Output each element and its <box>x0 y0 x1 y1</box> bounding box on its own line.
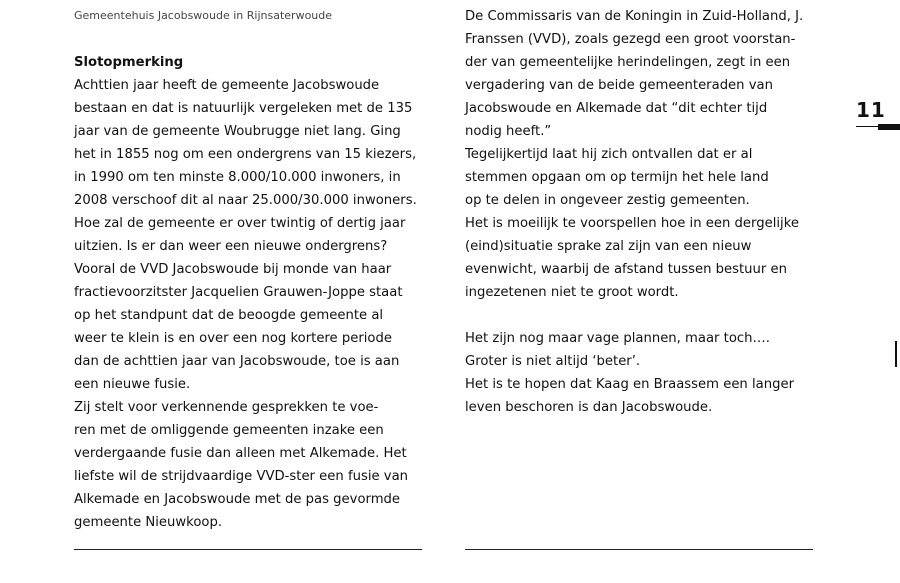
text-line: jaar van de gemeente Woubrugge niet lang. Ging <box>74 124 401 139</box>
section-heading: Slotopmerking <box>74 55 184 70</box>
text-line: vergadering van de beide gemeenteraden van <box>465 78 773 93</box>
text-line: ingezetenen niet te groot wordt. <box>465 285 679 300</box>
text-line: Het is moeilijk te voorspellen hoe in een dergelijke <box>465 216 799 231</box>
text-line: leven beschoren is dan Jacobswoude. <box>465 400 713 415</box>
text-line: op te delen in ongeveer zestig gemeenten. <box>465 193 750 208</box>
text-line: Zij stelt voor verkennende gesprekken te voe- <box>74 400 379 415</box>
footer-rule-right <box>465 549 813 550</box>
page-number: 11 <box>856 98 886 122</box>
text-line: dan de achttien jaar van Jacobswoude, toe is aan <box>74 354 400 369</box>
right-column <box>465 5 825 419</box>
text-line: Achttien jaar heeft de gemeente Jacobswoude <box>74 78 380 93</box>
text-line: in 1990 om ten minste 8.000/10.000 inwoners, in <box>74 170 401 185</box>
text-line: Franssen (VVD), zoals gezegd een groot voorstan- <box>465 32 796 47</box>
text-line: De Commissaris van de Koningin in Zuid-Holland, J. <box>465 9 804 24</box>
text-line: op het standpunt dat de beoogde gemeente al <box>74 308 384 323</box>
text-line: (eind)situatie sprake zal zijn van een nieuw <box>465 239 752 254</box>
text-line: liefste wil de strijdvaardige VVD-ster een fusie van <box>74 469 409 484</box>
text-line: Het is te hopen dat Kaag en Braassem een langer <box>465 377 794 392</box>
text-line: evenwicht, waarbij de afstand tussen bestuur en <box>465 262 787 277</box>
footer-rule-left <box>74 549 422 550</box>
left-column <box>74 51 434 534</box>
text-line: Jacobswoude en Alkemade dat “dit echter tijd <box>465 101 768 116</box>
paragraph-gap <box>465 304 825 327</box>
text-line: Hoe zal de gemeente er over twintig of dertig jaar <box>74 216 406 231</box>
text-line: Vooral de VVD Jacobswoude bij monde van haar <box>74 262 392 277</box>
margin-marker <box>895 341 897 367</box>
text-line: Groter is niet altijd ‘beter’. <box>465 354 641 369</box>
text-line: 2008 verschoof dit al naar 25.000/30.000 inwoners. <box>74 193 417 208</box>
text-line: uitzien. Is er dan weer een nieuwe ondergrens? <box>74 239 388 254</box>
page-tab-marker <box>878 124 900 130</box>
text-line: stemmen opgaan om op termijn het hele land <box>465 170 769 185</box>
text-line: Alkemade en Jacobswoude met de pas gevormde <box>74 492 401 507</box>
text-line: bestaan en dat is natuurlijk vergeleken met de 135 <box>74 101 413 116</box>
text-line: gemeente Nieuwkoop. <box>74 515 223 530</box>
running-header: Gemeentehuis Jacobswoude in Rijnsaterwoude <box>74 9 333 22</box>
text-line: verdergaande fusie dan alleen met Alkemade. Het <box>74 446 407 461</box>
text-line: weer te klein is en over een nog kortere periode <box>74 331 392 346</box>
text-line: een nieuwe fusie. <box>74 377 191 392</box>
text-line: Tegelijkertijd laat hij zich ontvallen dat er al <box>465 147 753 162</box>
text-line: Het zijn nog maar vage plannen, maar toch…. <box>465 331 770 346</box>
text-line: het in 1855 nog om een ondergrens van 15 kiezers, <box>74 147 417 162</box>
text-line: der van gemeentelijke herindelingen, zegt in een <box>465 55 791 70</box>
text-line: nodig heeft.” <box>465 124 552 139</box>
text-line: ren met de omliggende gemeenten inzake een <box>74 423 384 438</box>
text-line: fractievoorzitster Jacquelien Grauwen-Joppe staat <box>74 285 403 300</box>
